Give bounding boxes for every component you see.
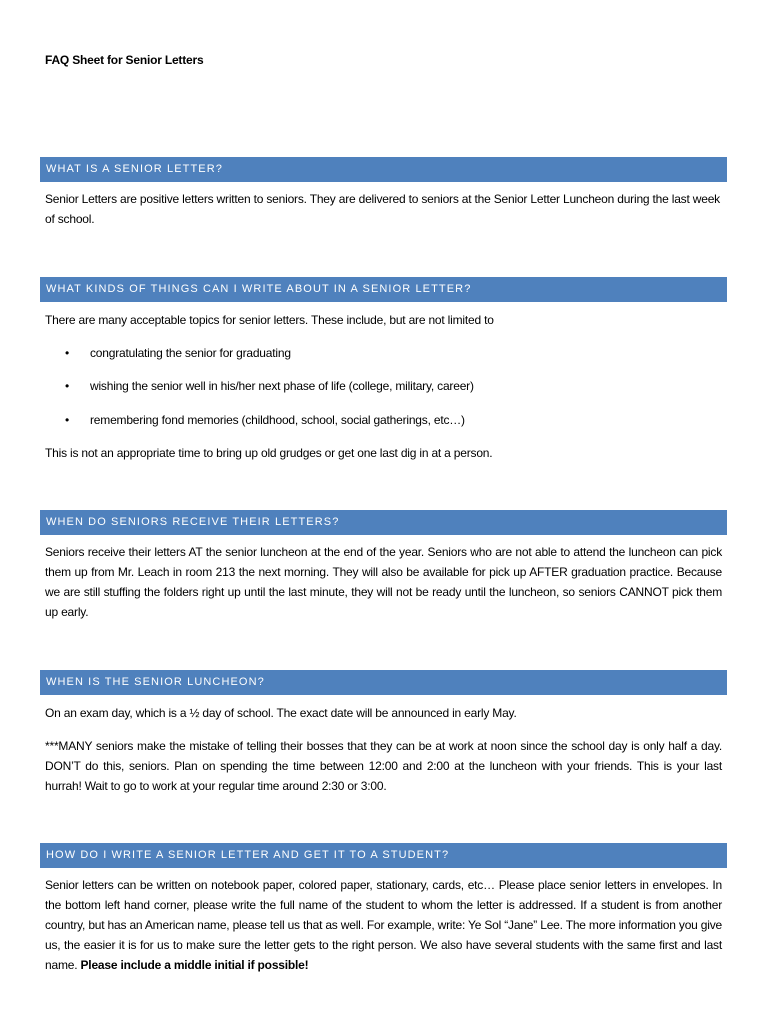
section-header-how-to-write: HOW DO I WRITE A SENIOR LETTER AND GET IT TO A STUDENT?	[40, 843, 727, 868]
bullet-dot-icon: •	[65, 413, 70, 427]
section-paragraph: Seniors receive their letters AT the senior luncheon at the end of the year. Seniors who are not able to attend the luncheon can pick them up from Mr. Leach in room 213 the next morning. They will also be available for pick up AFTER graduation practice. Because we are still stuffing the folders right up until the last minute, they will not be ready until the luncheon, so seniors CANNOT pick them up early.	[45, 545, 722, 619]
section-paragraph: ***MANY seniors make the mistake of telling their bosses that they can be at work at noon since the school day is only half a day. DON’T do this, seniors. Plan on spending the time between 12:00 and 2:00 at the luncheon with your friends. This is your last hurrah! Wait to go to work at your regular time around 2:30 or 3:00.	[45, 739, 722, 793]
bullet-item	[65, 376, 474, 396]
section-header-luncheon: WHEN IS THE SENIOR LUNCHEON?	[40, 670, 727, 695]
document-title: FAQ Sheet for Senior Letters	[45, 53, 204, 67]
section-paragraph: Senior Letters are positive letters written to seniors. They are delivered to seniors at the Senior Letter Luncheon during the last week of school.	[45, 192, 720, 226]
bullet-text: wishing the senior well in his/her next phase of life (college, military, career)	[90, 379, 474, 393]
paragraph-text: Senior letters can be written on notebook paper, colored paper, stationary, cards, etc… Please place senior letters in envelopes. In the bottom left hand corner, please write the full name of the student to whom the letter is addressed. If a student is from another country, but has an American name, please tell us that as well. For example, write: Ye Sol “Jane” Lee. The more information you give us, the easier it is for us to make sure the letter gets to the right person. We also have several students with the same first and last name.	[45, 878, 722, 972]
section-header-topics: WHAT KINDS OF THINGS CAN I WRITE ABOUT IN A SENIOR LETTER?	[40, 277, 727, 302]
section-outro: This is not an appropriate time to bring up old grudges or get one last dig in at a person.	[45, 446, 493, 460]
section-intro: There are many acceptable topics for senior letters. These include, but are not limited to	[45, 313, 494, 327]
bullet-item	[65, 343, 291, 363]
bullet-dot-icon: •	[65, 346, 70, 360]
section-paragraph: On an exam day, which is a ½ day of school. The exact date will be announced in early May.	[45, 706, 517, 720]
bullet-item	[65, 410, 465, 430]
paragraph-emphasis: Please include a middle initial if possible!	[80, 958, 309, 972]
bullet-dot-icon: •	[65, 379, 70, 393]
section-paragraph	[45, 875, 722, 975]
section-header-what-is: WHAT IS A SENIOR LETTER?	[40, 157, 727, 182]
bullet-text: congratulating the senior for graduating	[90, 346, 291, 360]
section-header-when-receive: WHEN DO SENIORS RECEIVE THEIR LETTERS?	[40, 510, 727, 535]
bullet-text: remembering fond memories (childhood, school, social gatherings, etc…)	[90, 413, 465, 427]
